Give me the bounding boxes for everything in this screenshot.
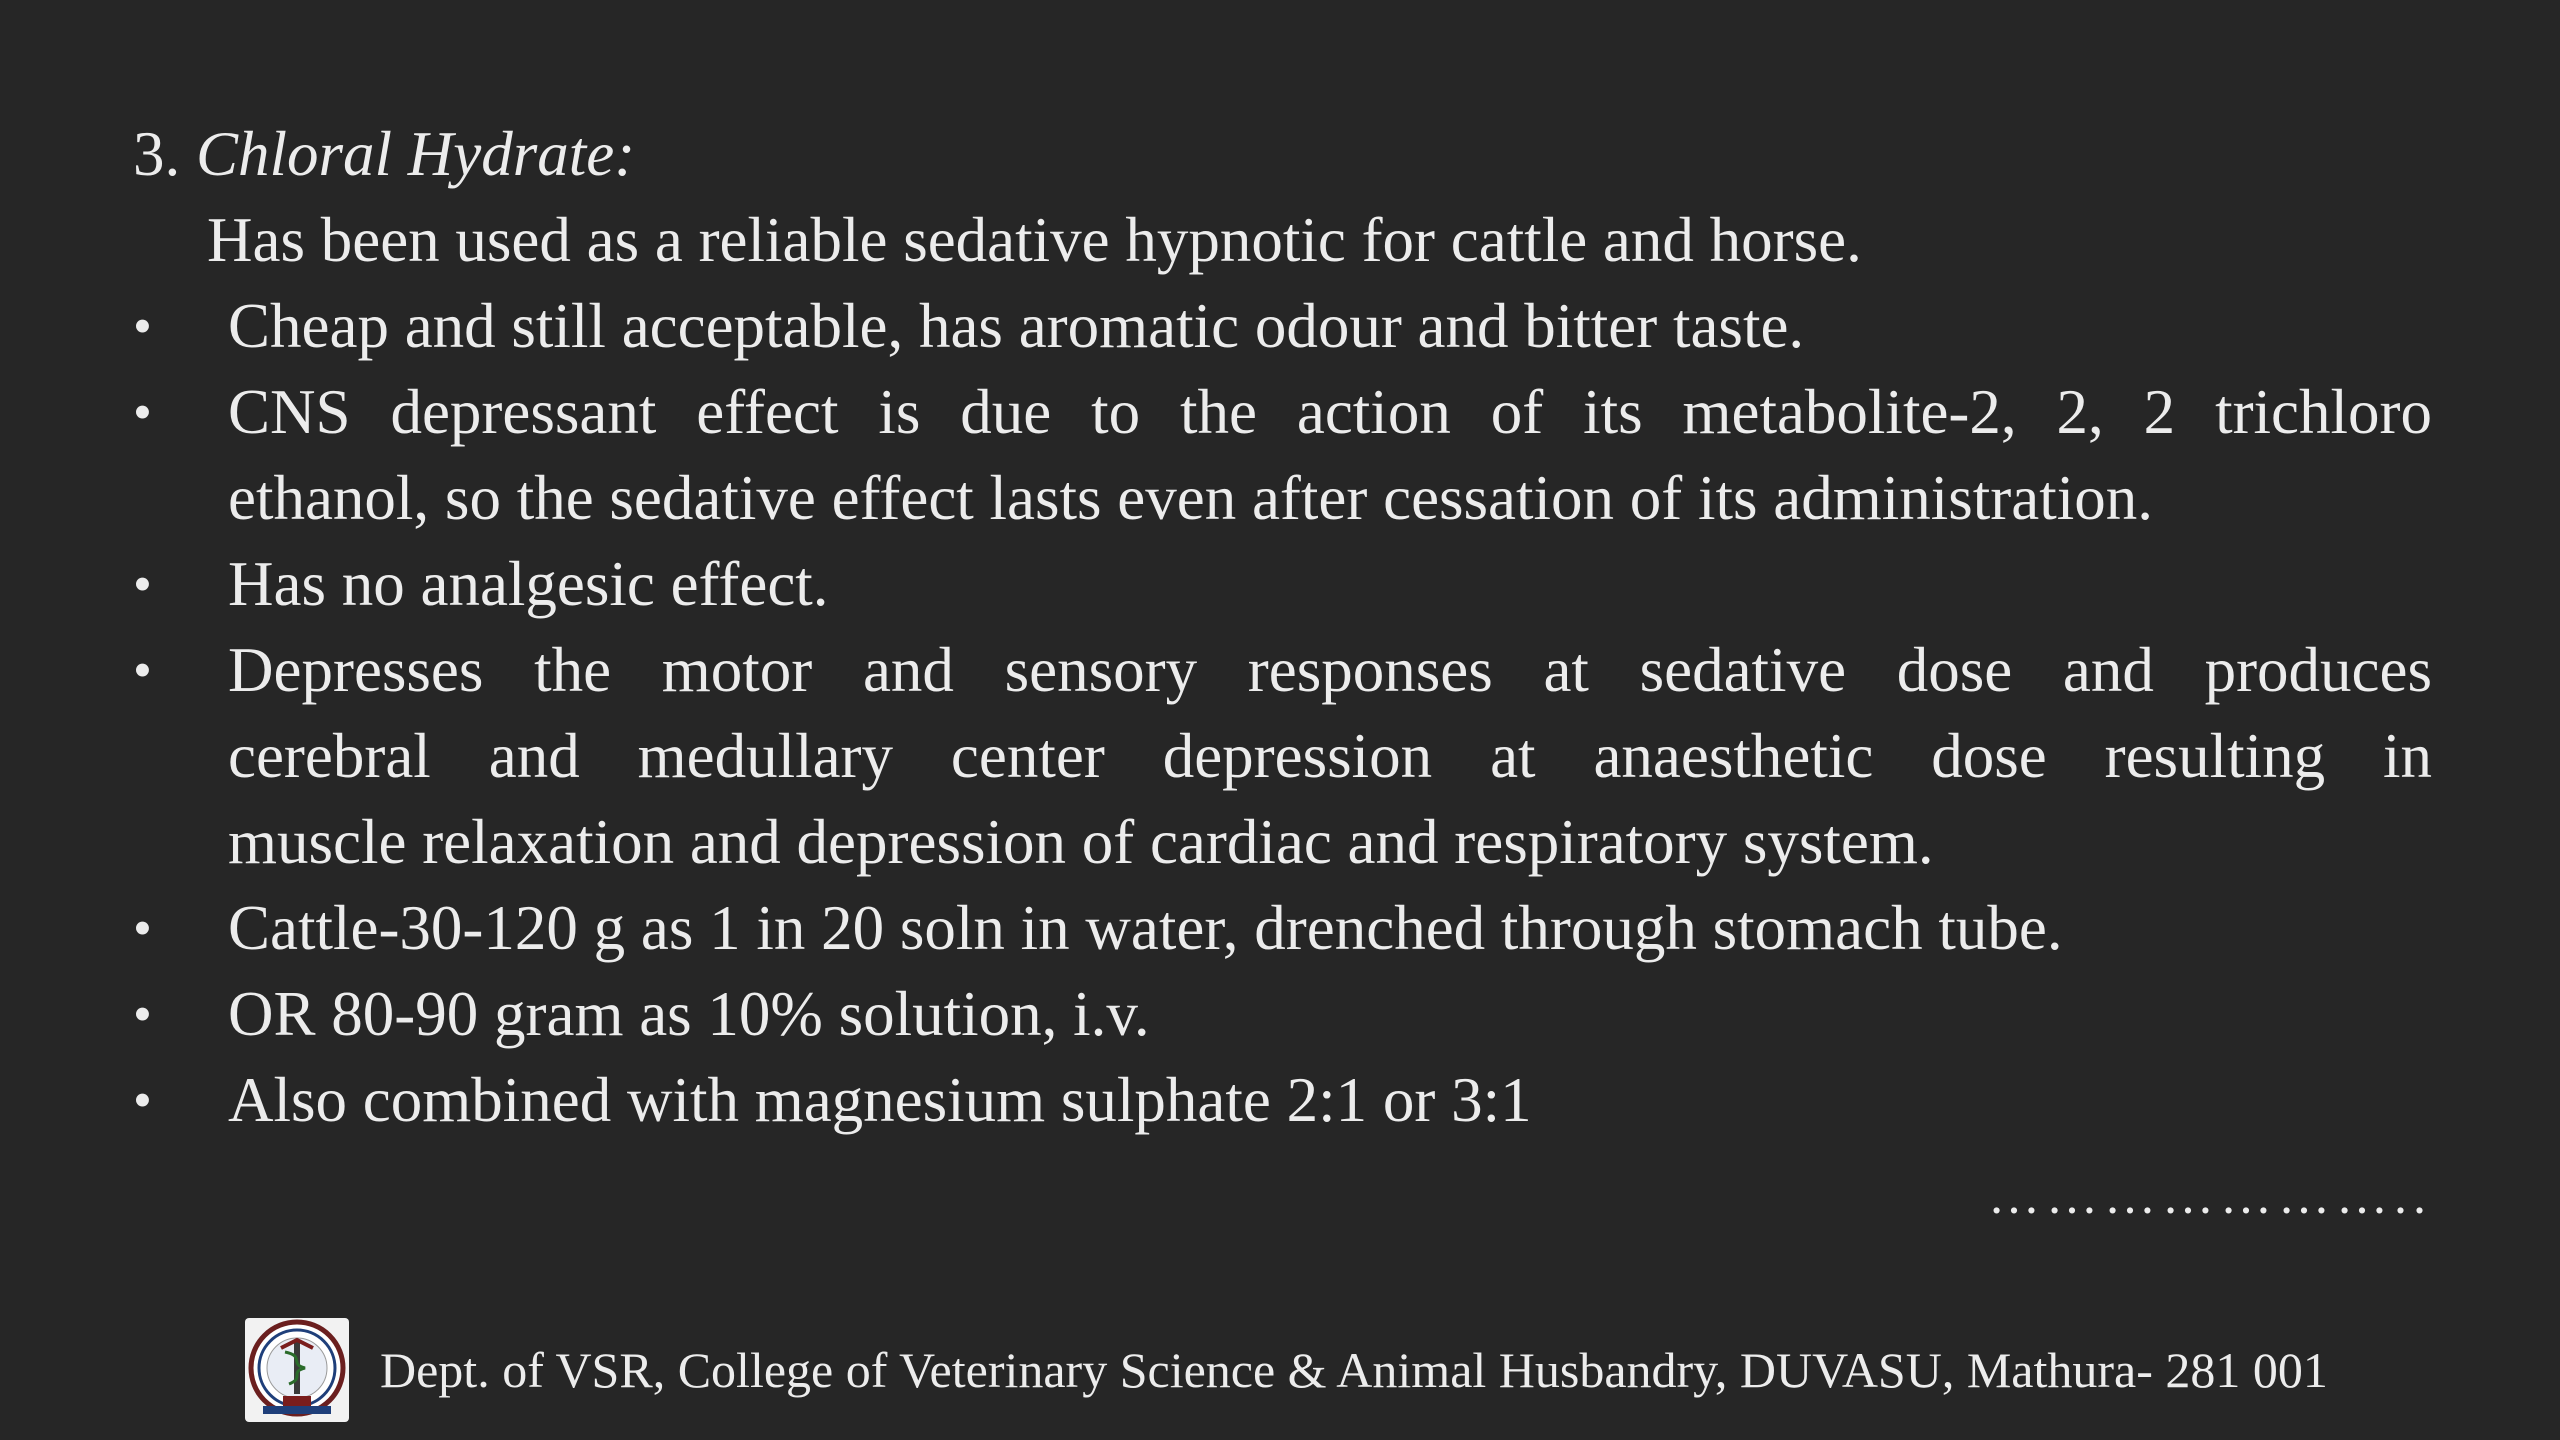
intro-text: Has been used as a reliable sedative hypnotic for cattle and horse.	[207, 205, 1862, 275]
bullet-2-line-1: CNS depressant effect is due to the action of its metabolite-2, 2, 2 trichloro	[228, 377, 2432, 447]
footer	[245, 1318, 2395, 1424]
bullet-4-line-2: cerebral and medullary center depression at anaesthetic dose resulting in	[228, 721, 2432, 791]
bullet-marker: •	[133, 1070, 152, 1130]
bullet-5-line-1: Cattle-30-120 g as 1 in 20 soln in water, drenched through stomach tube.	[228, 893, 2063, 963]
bullet-2-line-2: ethanol, so the sedative effect lasts even after cessation of its administration.	[228, 463, 2153, 533]
bullet-4-line-1: Depresses the motor and sensory responses at sedative dose and produces	[228, 635, 2432, 705]
heading-title: Chloral Hydrate:	[196, 119, 636, 189]
heading-number: 3.	[133, 119, 196, 189]
bullet-1-line-1: Cheap and still acceptable, has aromatic odour and bitter taste.	[228, 291, 1805, 361]
bullet-marker: •	[133, 554, 152, 614]
bullet-marker: •	[133, 640, 152, 700]
bullet-7-line-1: Also combined with magnesium sulphate 2:1 or 3:1	[228, 1065, 1532, 1135]
bullet-4-line-3: muscle relaxation and depression of cardiac and respiratory system.	[228, 807, 1934, 877]
footer-text: Dept. of VSR, College of Veterinary Science & Animal Husbandry, DUVASU, Mathura- 281 001	[380, 1342, 2328, 1398]
bullet-marker: •	[133, 984, 152, 1044]
bullet-marker: •	[133, 898, 152, 958]
slide-heading	[133, 111, 635, 197]
bullet-3-line-1: Has no analgesic effect.	[228, 549, 829, 619]
bullet-marker: •	[133, 382, 152, 442]
bullet-marker: •	[133, 296, 152, 356]
bullet-6-line-1: OR 80-90 gram as 10% solution, i.v.	[228, 979, 1150, 1049]
college-emblem-icon	[245, 1318, 349, 1422]
continuation-dots: …………………..	[1988, 1168, 2432, 1225]
